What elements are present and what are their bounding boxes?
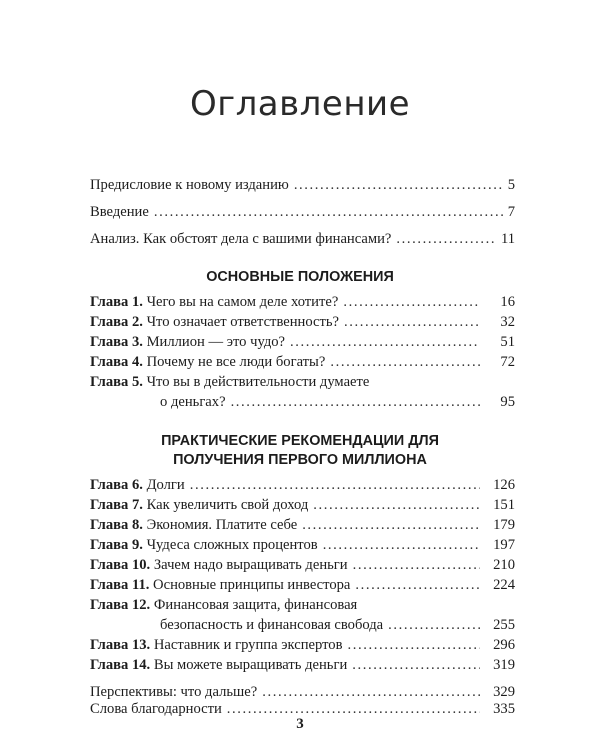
entry-page: 151	[493, 497, 515, 513]
section-heading-practical-line1: ПРАКТИЧЕСКИЕ РЕКОМЕНДАЦИИ ДЛЯ	[161, 433, 439, 449]
entry-label	[90, 476, 185, 494]
chapter-title: Вы можете выращивать деньги	[153, 657, 348, 673]
entry-label	[90, 556, 348, 574]
chapter-title: Наставник и группа экспертов	[153, 637, 343, 653]
chapter-title: Что означает ответственность?	[146, 314, 339, 330]
entry-label	[90, 656, 347, 674]
dot-leader	[154, 203, 503, 221]
toc-entry-analysis[interactable]	[90, 230, 515, 248]
chapter-prefix: Глава 7.	[90, 497, 143, 513]
toc-entry-chapter-13[interactable]	[90, 636, 515, 654]
toc-entry-chapter-1[interactable]	[90, 293, 515, 311]
dot-leader	[330, 353, 480, 371]
section-heading-basics: ОСНОВНЫЕ ПОЛОЖЕНИЯ	[206, 269, 394, 285]
dot-leader	[294, 176, 503, 194]
toc-entry-chapter-8[interactable]	[90, 516, 515, 534]
entry-page: 51	[500, 334, 515, 350]
chapter-title-cont: о деньгах?	[160, 394, 226, 410]
chapter-title-cont: безопасность и финансовая свобода	[160, 617, 384, 633]
dot-leader	[313, 496, 480, 514]
entry-page: 72	[500, 354, 515, 370]
dot-leader	[347, 636, 480, 654]
entry-label: Анализ. Как обстоят дела с вашими финансами?	[90, 231, 392, 247]
toc-entry-chapter-6[interactable]	[90, 476, 515, 494]
dot-leader	[190, 476, 480, 494]
chapter-title: Что вы в действительности думаете	[146, 374, 370, 390]
toc-entry-chapter-5-line1[interactable]	[90, 373, 369, 391]
entry-page: 255	[493, 617, 515, 633]
entry-page: 95	[500, 394, 515, 410]
chapter-prefix: Глава 4.	[90, 354, 143, 370]
chapter-title: Долги	[146, 477, 185, 493]
toc-entry-chapter-7[interactable]	[90, 496, 515, 514]
chapter-title: Экономия. Платите себе	[146, 517, 298, 533]
chapter-prefix: Глава 13.	[90, 637, 151, 653]
entry-page: 210	[493, 557, 515, 573]
toc-entry-perspectives[interactable]	[90, 683, 515, 701]
entry-label: Предисловие к новому изданию	[90, 177, 289, 193]
chapter-prefix: Глава 11.	[90, 577, 150, 593]
chapter-prefix: Глава 9.	[90, 537, 143, 553]
entry-page: 329	[493, 684, 515, 700]
entry-page: 296	[493, 637, 515, 653]
entry-page: 224	[493, 577, 515, 593]
page-title: Оглавление	[189, 84, 411, 124]
entry-label	[90, 333, 285, 351]
chapter-prefix: Глава 5.	[90, 374, 143, 390]
chapter-title: Зачем надо выращивать деньги	[153, 557, 348, 573]
chapter-prefix: Глава 8.	[90, 517, 143, 533]
chapter-prefix: Глава 12.	[90, 597, 151, 613]
entry-label: Введение	[90, 204, 149, 220]
chapter-prefix: Глава 10.	[90, 557, 151, 573]
entry-label: Перспективы: что дальше?	[90, 684, 258, 700]
section-heading-practical-line2: ПОЛУЧЕНИЯ ПЕРВОГО МИЛЛИОНА	[173, 452, 427, 468]
chapter-title: Чудеса сложных процентов	[146, 537, 318, 553]
toc-entry-chapter-4[interactable]	[90, 353, 515, 371]
entry-label	[90, 496, 308, 514]
entry-page: 32	[500, 314, 515, 330]
page-number: 3	[296, 716, 304, 732]
entry-page: 197	[493, 537, 515, 553]
toc-entry-chapter-9[interactable]	[90, 536, 515, 554]
entry-page: 126	[493, 477, 515, 493]
entry-label	[90, 313, 339, 331]
toc-entry-preface[interactable]	[90, 176, 515, 194]
entry-page: 319	[493, 657, 515, 673]
entry-page: 335	[493, 701, 515, 717]
chapter-prefix: Глава 3.	[90, 334, 143, 350]
entry-page: 179	[493, 517, 515, 533]
toc-entry-chapter-11[interactable]	[90, 576, 515, 594]
chapter-title: Финансовая защита, финансовая	[153, 597, 358, 613]
chapter-prefix: Глава 6.	[90, 477, 143, 493]
chapter-title: Почему не все люди богаты?	[146, 354, 326, 370]
entry-page: 7	[507, 204, 515, 220]
entry-label	[90, 353, 325, 371]
dot-leader	[353, 556, 480, 574]
dot-leader	[396, 230, 496, 248]
entry-label	[90, 636, 342, 654]
entry-page: 11	[500, 231, 515, 247]
dot-leader	[352, 656, 480, 674]
toc-entry-chapter-14[interactable]	[90, 656, 515, 674]
chapter-title: Миллион — это чудо?	[146, 334, 286, 350]
entry-page: 16	[500, 294, 515, 310]
dot-leader	[323, 536, 480, 554]
toc-entry-chapter-5-line2[interactable]	[160, 393, 515, 411]
toc-entry-chapter-10[interactable]	[90, 556, 515, 574]
entry-label	[90, 536, 318, 554]
toc-entry-introduction[interactable]	[90, 203, 515, 221]
chapter-title: Основные принципы инвестора	[153, 577, 351, 593]
chapter-title: Как увеличить свой доход	[146, 497, 309, 513]
entry-page: 5	[507, 177, 515, 193]
toc-entry-chapter-2[interactable]	[90, 313, 515, 331]
entry-label: Слова благодарности	[90, 701, 222, 717]
dot-leader	[231, 393, 480, 411]
toc-entry-chapter-12-line2[interactable]	[160, 616, 515, 634]
chapter-title: Чего вы на самом деле хотите?	[146, 294, 339, 310]
dot-leader	[343, 293, 480, 311]
entry-label	[90, 576, 350, 594]
dot-leader	[388, 616, 480, 634]
entry-label	[90, 293, 338, 311]
dot-leader	[262, 683, 480, 701]
chapter-prefix: Глава 14.	[90, 657, 151, 673]
chapter-prefix: Глава 1.	[90, 294, 143, 310]
toc-entry-chapter-3[interactable]	[90, 333, 515, 351]
toc-entry-chapter-12-line1[interactable]	[90, 596, 357, 614]
dot-leader	[290, 333, 480, 351]
dot-leader	[355, 576, 480, 594]
dot-leader	[302, 516, 480, 534]
dot-leader	[344, 313, 480, 331]
entry-label	[90, 516, 297, 534]
chapter-prefix: Глава 2.	[90, 314, 143, 330]
